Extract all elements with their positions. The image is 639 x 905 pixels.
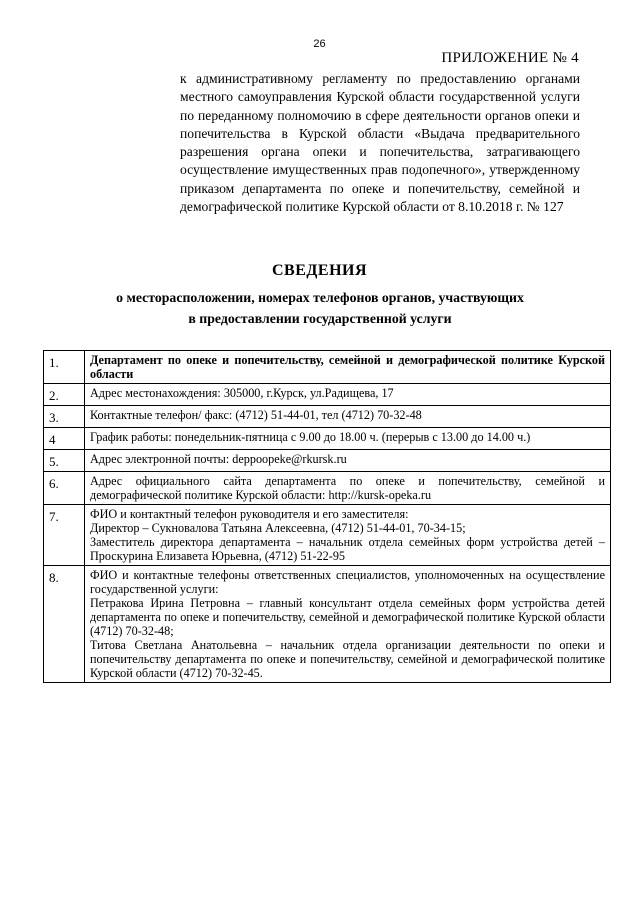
row-text: Адрес электронной почты: deppoopeke@rkursk.ru <box>85 450 611 472</box>
table-row <box>44 384 611 406</box>
row-number: 6. <box>44 472 85 505</box>
row-line: Директор – Сукновалова Татьяна Алексеевна, (4712) 51-44-01, 70-34-15; <box>90 521 466 535</box>
subheading-line-1: о месторасположении, номерах телефонов органов, участвующих <box>116 290 524 305</box>
document-subheading <box>40 287 600 329</box>
table-row <box>44 450 611 472</box>
row-number: 2. <box>44 384 85 406</box>
row-number: 5. <box>44 450 85 472</box>
row-number: 1. <box>44 351 85 384</box>
document-heading: СВЕДЕНИЯ <box>271 262 368 279</box>
row-text: Адрес местонахождения: 305000, г.Курск, ул.Радищева, 17 <box>85 384 611 406</box>
row-number: 4 <box>44 428 85 450</box>
appendix-text: к административному регламенту по предоставлению органами местного самоуправления Курской области государственной услуги по переданному полномочию в сфере деятельности органов опеки и попечительства в Курской области «Выдача предварительного разрешения органа опеки и попечительства, затрагивающего осуществление имущественных прав подопечного», утвержденному приказом департамента по опеке и попечительству, семейной и демографической политике Курской области от 8.10.2018 г. № 127 <box>180 71 580 215</box>
table-row <box>44 505 611 566</box>
row-text <box>85 505 611 566</box>
row-line: Титова Светлана Анатольевна – начальник отдела организации деятельности по опеки и попечительству департамента по опеке и попечительству, семейной и демографической политике Курской области (4712) 70-32-45. <box>90 638 605 680</box>
row-number: 8. <box>44 566 85 683</box>
table-row <box>44 566 611 683</box>
info-table <box>43 350 611 683</box>
row-line: Заместитель директора департамента – начальник отдела семейных форм устройства детей – Проскурина Елизавета Юрьевна, (4712) 51-22-95 <box>90 535 605 563</box>
row-text: Контактные телефон/ факс: (4712) 51-44-01, тел (4712) 70-32-48 <box>85 406 611 428</box>
row-number: 7. <box>44 505 85 566</box>
row-text: Департамент по опеке и попечительству, семейной и демографической политике Курской области <box>85 351 611 384</box>
row-text <box>85 566 611 683</box>
table-row <box>44 428 611 450</box>
row-text: Адрес официального сайта департамента по опеке и попечительству, семейной и демографической политике Курской области: http://kursk-opeka.ru <box>85 472 611 505</box>
appendix-title: ПРИЛОЖЕНИЕ № 4 <box>441 50 579 66</box>
table-row <box>44 351 611 384</box>
row-text: График работы: понедельник-пятница с 9.00 до 18.00 ч. (перерыв с 13.00 до 14.00 ч.) <box>85 428 611 450</box>
row-line: ФИО и контактный телефон руководителя и его заместителя: <box>90 507 409 521</box>
subheading-line-2: в предоставлении государственной услуги <box>188 311 452 326</box>
row-line: ФИО и контактные телефоны ответственных специалистов, уполномоченных на осуществление государственной услуги: <box>90 568 605 596</box>
table-row <box>44 472 611 505</box>
row-number: 3. <box>44 406 85 428</box>
row-line: Петракова Ирина Петровна – главный консультант отдела семейных форм устройства детей департамента по опеке и попечительству, семейной и демографической политике Курской области (4712) 70-32-48; <box>90 596 605 638</box>
page-number: 26 <box>313 38 326 50</box>
table-row <box>44 406 611 428</box>
